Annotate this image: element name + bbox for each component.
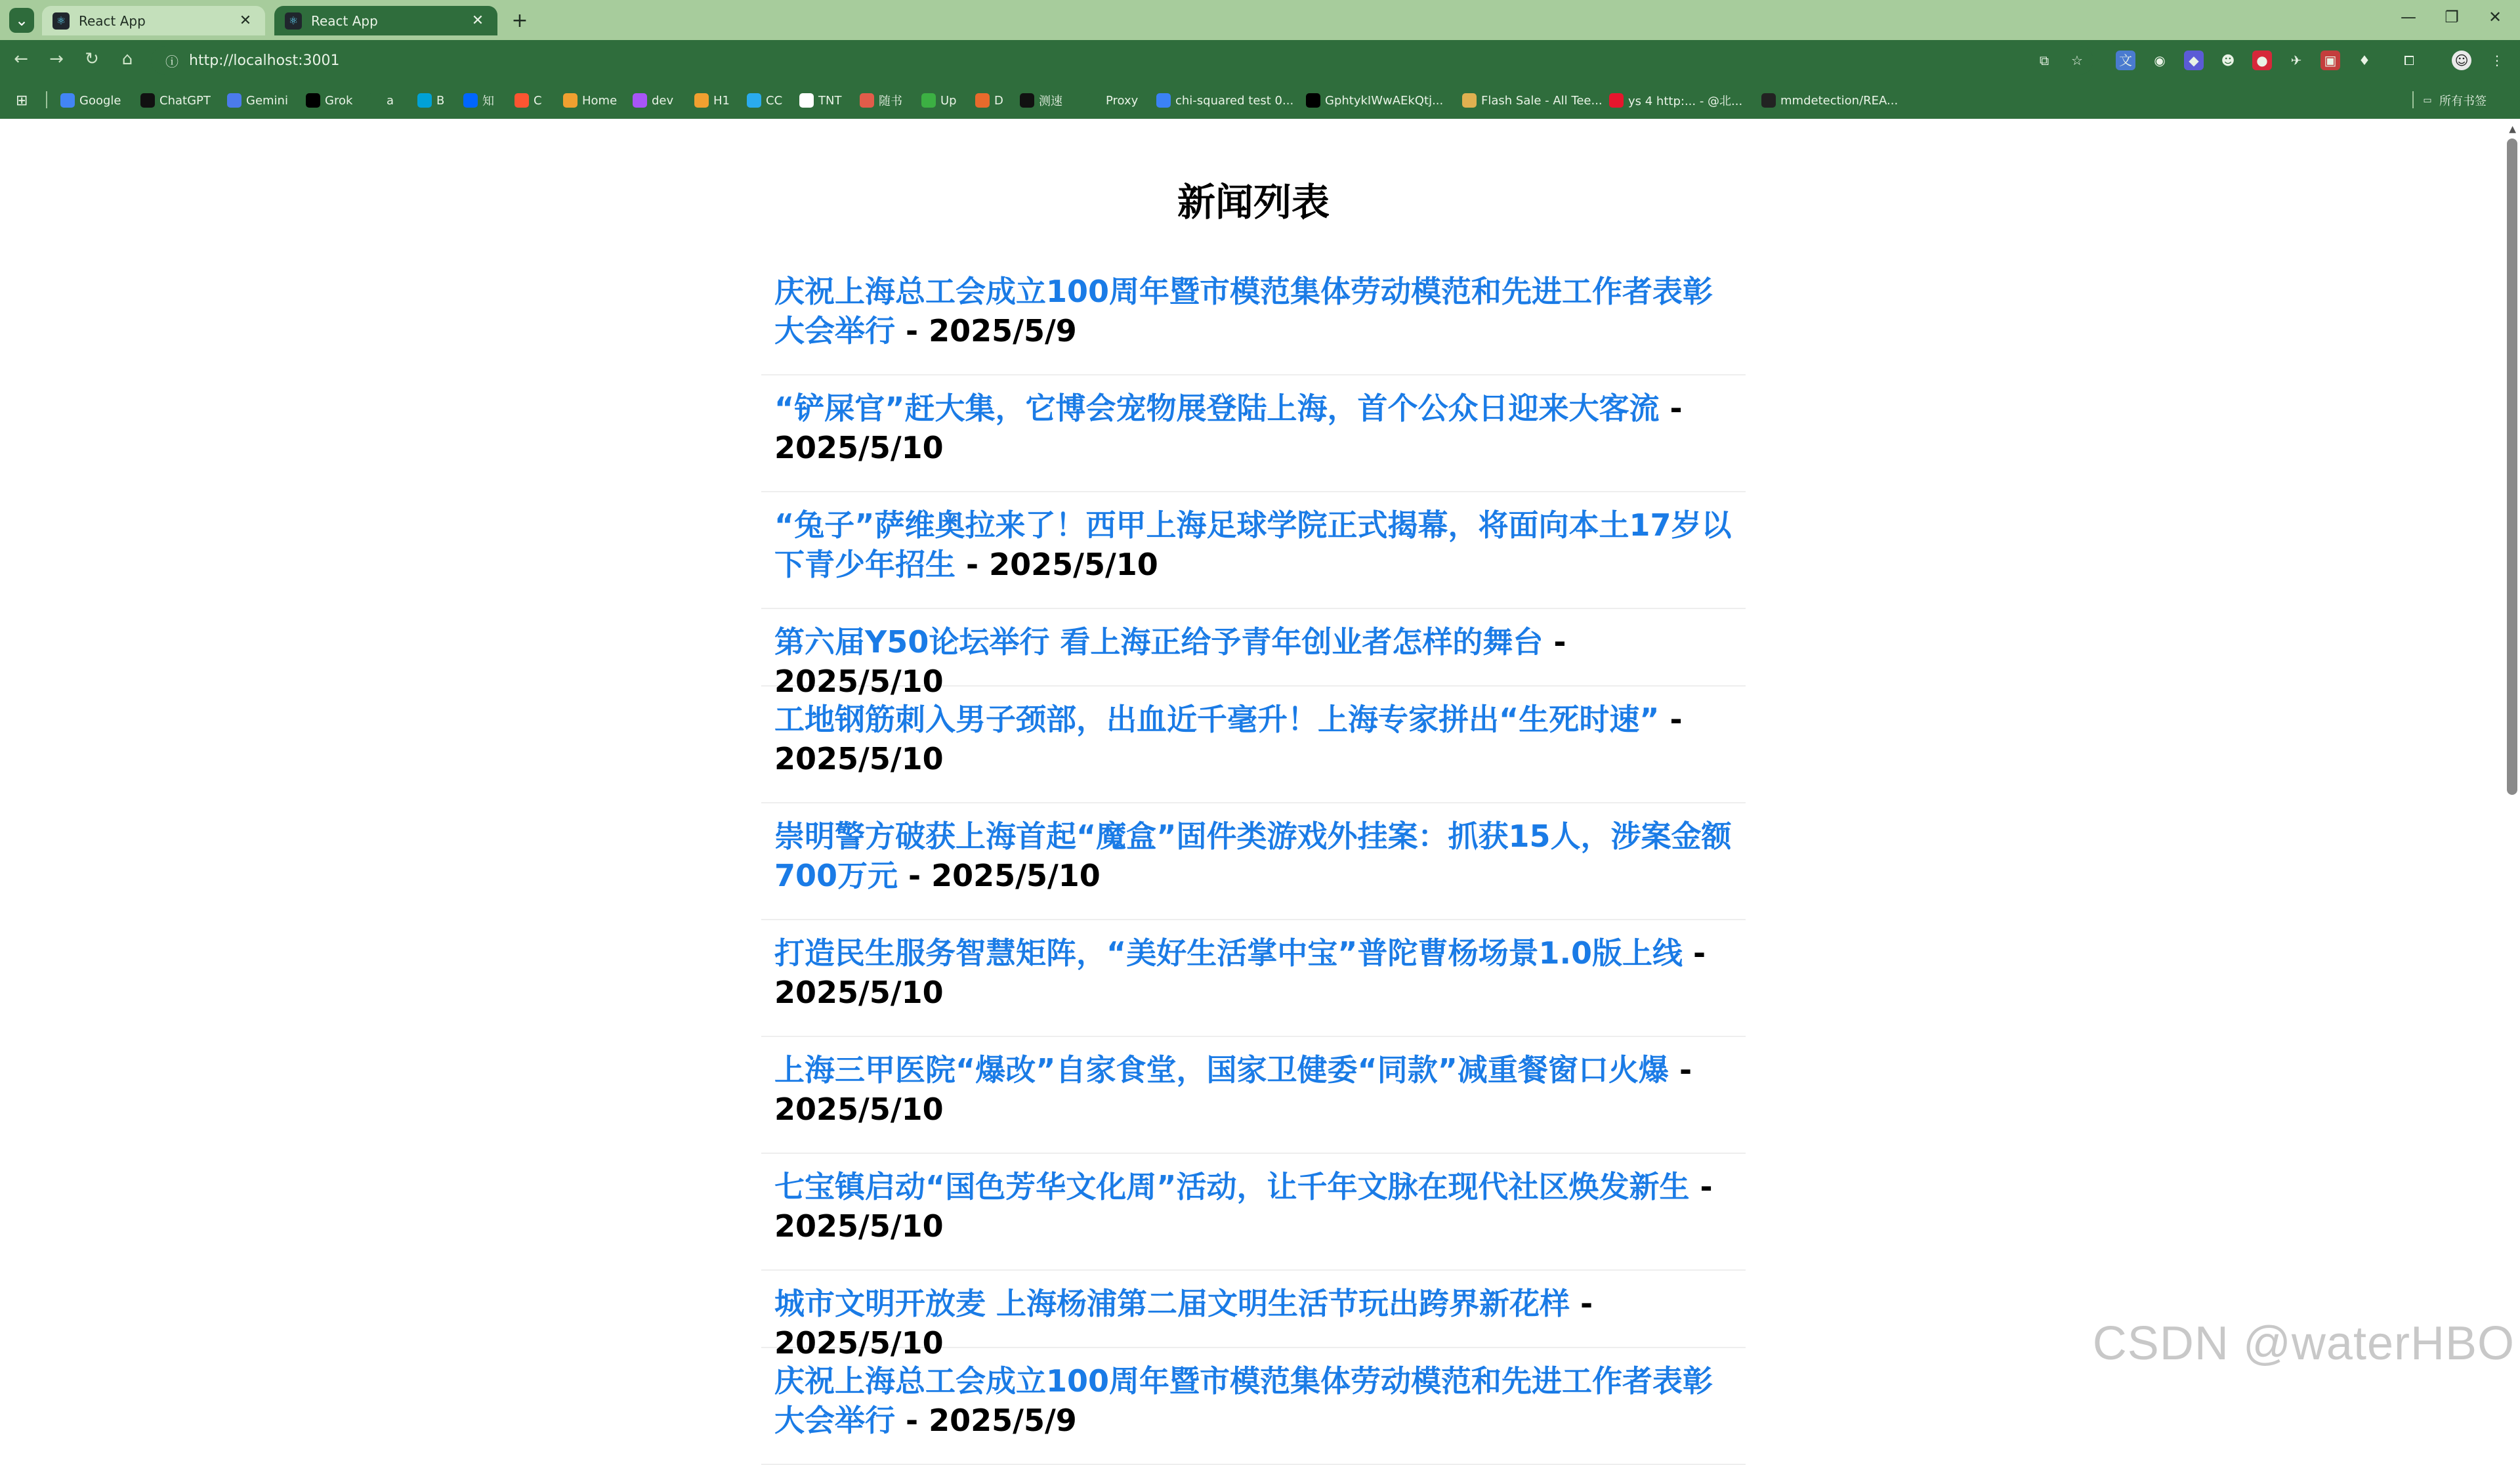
bookmark-item[interactable] (417, 91, 444, 110)
bookmark-label: 随书 (879, 95, 902, 108)
news-date: - 2025/5/10 (774, 1286, 1593, 1361)
install-app-icon[interactable]: ⧉ (2039, 53, 2049, 68)
tab-title: React App (79, 12, 146, 29)
bookmark-label: B (436, 93, 445, 108)
tab-react-app-2[interactable] (274, 6, 497, 35)
watermark: CSDN @waterHBO (2092, 1317, 2515, 1370)
news-title-link[interactable]: 工地钢筋刺入男子颈部，出血近千毫升！上海专家拼出“生死时速” (774, 702, 1660, 737)
bookmark-label: ys 4 http:... - @北... (1628, 95, 1743, 108)
d-icon (975, 93, 990, 108)
news-date: - 2025/5/10 (956, 547, 1158, 582)
chevron-down-icon: ⌄ (14, 11, 29, 30)
book-icon (860, 93, 874, 108)
bookmark-item[interactable] (694, 91, 730, 110)
shield-icon (1156, 93, 1171, 108)
news-item (761, 1037, 1746, 1154)
grok-icon (306, 93, 320, 108)
url-text: http://localhost:3001 (189, 52, 340, 69)
news-title-link[interactable]: 庆祝上海总工会成立100周年暨市模范集体劳动模范和先进工作者表彰大会举行 (774, 274, 1713, 349)
tab-react-app-1[interactable] (42, 6, 265, 35)
news-title-link[interactable]: “铲屎官”赶大集，它博会宠物展登陆上海，首个公众日迎来大客流 (774, 391, 1660, 426)
news-item (761, 259, 1746, 375)
bookmark-label: Gemini (246, 93, 288, 108)
news-date: - 2025/5/10 (774, 1169, 1713, 1244)
tab-title: React App (311, 12, 378, 29)
news-title-link[interactable]: 庆祝上海总工会成立100周年暨市模范集体劳动模范和先进工作者表彰大会举行 (774, 1363, 1713, 1438)
bookmark-item[interactable] (1306, 91, 1443, 110)
bookmark-item[interactable] (1462, 91, 1603, 110)
tab-search-button[interactable] (9, 8, 34, 33)
bookmark-item[interactable] (514, 91, 542, 110)
news-item (761, 1348, 1746, 1465)
news-date: - 2025/5/10 (774, 935, 1706, 1010)
profile-avatar[interactable]: ☺ (2452, 51, 2471, 70)
bookmark-item[interactable] (1156, 91, 1293, 110)
minimize-icon[interactable]: — (2401, 8, 2416, 26)
bookmark-item[interactable] (799, 91, 841, 110)
pen-icon (1462, 93, 1477, 108)
bookmarks-divider (2412, 91, 2414, 108)
bookmark-item[interactable] (747, 91, 782, 110)
news-item (761, 687, 1746, 803)
browser-toolbar (0, 40, 2520, 81)
news-date: - 2025/5/10 (774, 624, 1566, 699)
news-item (761, 375, 1746, 492)
close-window-icon[interactable]: ✕ (2488, 8, 2502, 26)
bookmark-item[interactable] (227, 91, 288, 110)
page-title: 新闻列表 (1177, 180, 1330, 224)
bookmark-label: GphtykIWwAEkQtj... (1325, 93, 1444, 108)
news-title-link[interactable]: 城市文明开放麦 上海杨浦第二届文明生活节玩出跨界新花样 (774, 1286, 1570, 1321)
address-bar[interactable] (151, 46, 2093, 75)
rocket-extension-icon[interactable]: ✈ (2290, 53, 2302, 68)
bookmark-label: a (387, 93, 394, 108)
all-bookmarks-folder[interactable] (2420, 91, 2487, 110)
bookmark-label: chi-squared test 0... (1175, 93, 1294, 108)
bookmark-item[interactable] (1761, 91, 1898, 110)
bookmark-item[interactable] (1609, 91, 1742, 110)
bookmark-label: 知 (482, 95, 494, 108)
bookmarks-bar (0, 81, 2520, 119)
extensions-puzzle-icon[interactable]: ⧠ (2404, 53, 2414, 68)
forward-icon[interactable]: → (49, 49, 64, 69)
site-info-icon[interactable]: ⓘ (165, 53, 178, 70)
news-title-link[interactable]: “兔子”萨维奥拉来了！西甲上海足球学院正式揭幕，将面向本土17岁以下青少年招生 (774, 507, 1732, 582)
bookmarks-divider (46, 91, 47, 108)
x-icon (1306, 93, 1320, 108)
news-title-link[interactable]: 第六届Y50论坛举行 看上海正给予青年创业者怎样的舞台 (774, 624, 1544, 660)
mask-extension-icon[interactable]: ☻ (2221, 53, 2235, 68)
back-icon[interactable]: ← (14, 49, 28, 69)
dev-icon (633, 93, 647, 108)
bookmark-item[interactable] (1020, 91, 1062, 110)
news-date: - 2025/5/9 (895, 1403, 1077, 1438)
news-date: - 2025/5/10 (774, 1052, 1692, 1127)
gemini-icon (227, 93, 242, 108)
csdn-icon (514, 93, 529, 108)
bookmark-label: dev (652, 93, 674, 108)
close-icon[interactable]: ✕ (471, 12, 484, 29)
zhihu-icon (463, 93, 478, 108)
bookmark-label: Google (79, 93, 121, 108)
restore-icon[interactable]: ❐ (2445, 8, 2459, 26)
home-icon[interactable]: ⌂ (121, 49, 133, 69)
news-date: - 2025/5/10 (774, 391, 1683, 465)
bookmark-label: TNT (818, 93, 842, 108)
news-title-link[interactable]: 崇明警方破获上海首起“魔盒”固件类游戏外挂案：抓获15人，涉案金额700万元 (774, 818, 1732, 893)
bookmark-label: D (994, 93, 1003, 108)
folder-icon: ▭ (2423, 95, 2432, 106)
bookmark-label: Up (940, 93, 957, 108)
scroll-up-arrow-icon[interactable]: ▲ (2509, 124, 2516, 135)
react-icon: ⚛ (285, 12, 302, 30)
react-icon: ⚛ (52, 12, 70, 30)
bookmark-label: Proxy (1106, 93, 1139, 108)
shield-extension-icon[interactable]: ◆ (2184, 51, 2204, 70)
bookmark-star-icon[interactable]: ☆ (2071, 53, 2083, 68)
close-icon[interactable]: ✕ (239, 12, 252, 29)
bookmark-label: CC (766, 93, 783, 108)
news-list (761, 259, 1746, 1465)
bookmark-item[interactable] (60, 91, 121, 110)
bookmark-item[interactable] (633, 91, 673, 110)
drop-extension-icon[interactable]: ♦ (2359, 53, 2370, 68)
news-item (761, 609, 1746, 699)
bookmark-item[interactable] (860, 91, 902, 110)
tab-strip (0, 0, 2520, 40)
apps-grid-icon[interactable]: ⊞ (16, 92, 28, 109)
bookmark-item[interactable] (463, 91, 494, 110)
bookmark-label: Grok (325, 93, 353, 108)
news-title-link[interactable]: 打造民生服务智慧矩阵，“美好生活掌中宝”普陀曹杨场景1.0版上线 (774, 935, 1683, 971)
news-item (761, 920, 1746, 1037)
bookmark-label: mmdetection/REA... (1780, 93, 1899, 108)
bookmark-item[interactable] (1087, 91, 1138, 110)
page-viewport (0, 119, 2520, 1438)
menu-kebab-icon[interactable]: ⋮ (2490, 53, 2504, 68)
tnt-icon (799, 93, 814, 108)
bookmark-label: 测速 (1039, 95, 1062, 108)
bookmark-label: ChatGPT (159, 93, 211, 108)
puzzle-icon (368, 93, 382, 108)
telegram-icon (747, 93, 761, 108)
news-item (761, 1154, 1746, 1271)
image-extension-icon[interactable]: ▣ (2320, 51, 2340, 70)
new-tab-button[interactable]: + (511, 9, 528, 32)
up-icon (921, 93, 936, 108)
news-item (761, 492, 1746, 609)
h1-icon (694, 93, 709, 108)
red-extension-icon[interactable]: ● (2252, 51, 2272, 70)
chatgpt-icon (140, 93, 155, 108)
bookmark-item[interactable] (368, 91, 394, 110)
news-item (761, 803, 1746, 920)
all-bookmarks-label: 所有书签 (2439, 95, 2487, 108)
m-icon (1020, 93, 1034, 108)
bookmark-label: Home (582, 93, 618, 108)
bookmark-label: H1 (713, 93, 730, 108)
bookmark-item[interactable] (140, 91, 211, 110)
reload-icon[interactable]: ↻ (85, 49, 99, 69)
weibo-icon (1609, 93, 1624, 108)
news-title-link[interactable]: 七宝镇启动“国色芳华文化周”活动，让千年文脉在现代社区焕发新生 (774, 1169, 1690, 1204)
home-icon (563, 93, 578, 108)
bookmark-item[interactable] (975, 91, 1003, 110)
bookmark-label: C (534, 93, 542, 108)
news-item (761, 1271, 1746, 1361)
translate-extension-icon[interactable]: 文 (2116, 51, 2135, 70)
audio-extension-icon[interactable]: ◉ (2154, 53, 2166, 68)
news-date: - 2025/5/9 (895, 313, 1077, 349)
bookmark-item[interactable] (921, 91, 957, 110)
folder-icon (1087, 93, 1101, 108)
scrollbar-thumb[interactable] (2507, 138, 2517, 795)
google-icon (60, 93, 75, 108)
github-icon (1761, 93, 1776, 108)
bookmark-item[interactable] (563, 91, 617, 110)
news-date: - 2025/5/10 (898, 858, 1101, 893)
news-date: - 2025/5/10 (774, 702, 1683, 776)
bookmark-label: Flash Sale - All Tee... (1481, 93, 1603, 108)
bookmark-item[interactable] (306, 91, 352, 110)
news-title-link[interactable]: 上海三甲医院“爆改”自家食堂，国家卫健委“同款”减重餐窗口火爆 (774, 1052, 1669, 1088)
bilibili-icon (417, 93, 432, 108)
